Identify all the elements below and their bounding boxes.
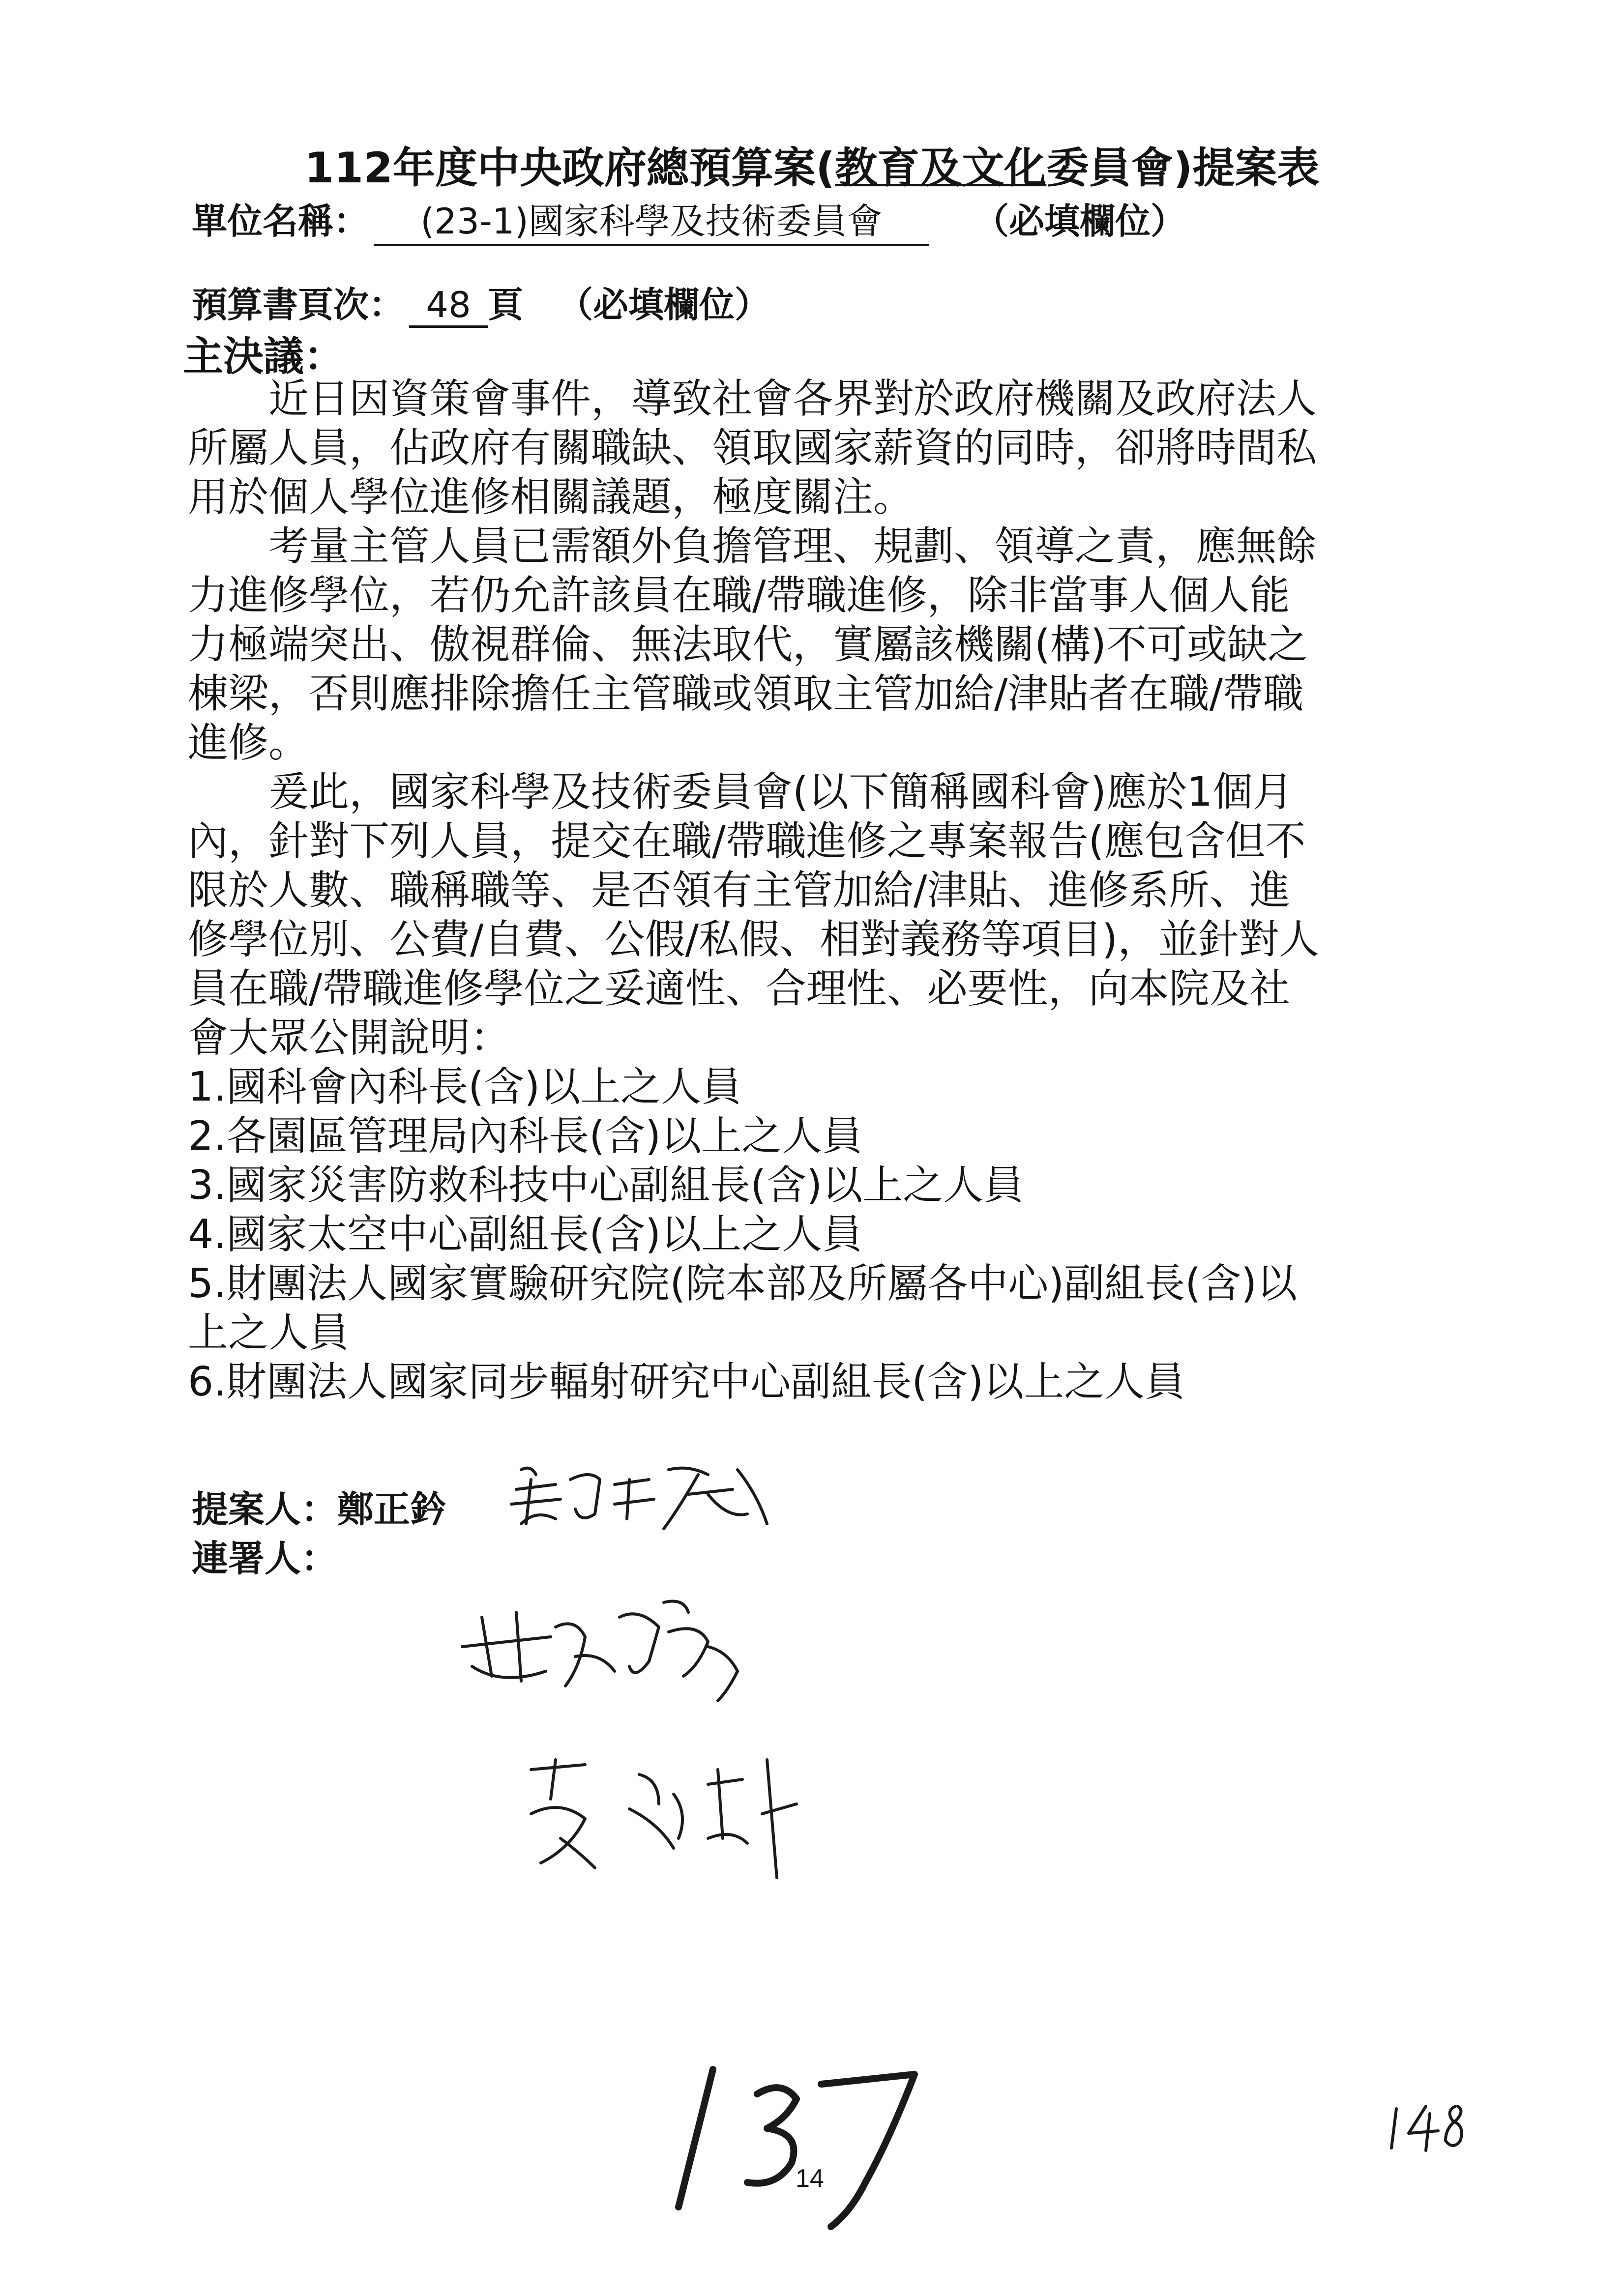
- unit-label: 單位名稱：: [192, 201, 369, 242]
- body-line: 爰此，國家科學及技術委員會(以下簡稱國科會)應於1個月: [188, 769, 1294, 815]
- body-line: 內，針對下列人員，提交在職/帶職進修之專案報告(應包含但不: [188, 818, 1306, 865]
- budget-page-suffix: 頁: [488, 284, 524, 325]
- cosigner-signature-1: [452, 1588, 806, 1725]
- proposer-name: 鄭正鈐: [337, 1488, 446, 1531]
- body-line: 近日因資策會事件，導致社會各界對於政府機關及政府法人: [188, 376, 1317, 422]
- required-note: （必填欄位）: [974, 201, 1186, 242]
- body-line: 限於人數、職稱職等、是否領有主管加給/津貼、進修系所、進: [188, 867, 1290, 914]
- title-part: 委員會)提案表: [1046, 144, 1320, 193]
- body-line: 修學位別、公費/自費、公假/私假、相對義務等項目)，並針對人: [188, 916, 1320, 963]
- unit-value: (23-1)國家科學及技術委員會: [374, 193, 929, 246]
- handwritten-page-number: [659, 2060, 964, 2237]
- document-title: [0, 134, 1624, 195]
- body-line: 所屬人員，佔政府有關職缺、領取國家薪資的同時，卻將時間私: [188, 425, 1317, 471]
- budget-page-label: 預算書頁次：: [192, 284, 405, 325]
- body-line: 用於個人學位進修相關議題，極度關注。: [188, 474, 914, 521]
- title-part: 112年度中央政府總預算案(: [304, 144, 835, 193]
- proposer-label: 提案人：: [192, 1488, 337, 1531]
- list-item: 1.國科會內科長(含)以上之人員: [188, 1064, 742, 1110]
- body-line: 員在職/帶職進修學位之妥適性、合理性、必要性，向本院及社: [188, 965, 1290, 1012]
- list-item: 6.財團法人國家同步輻射研究中心副組長(含)以上之人員: [188, 1359, 1185, 1405]
- list-item: 3.國家災害防救科技中心副組長(含)以上之人員: [188, 1162, 1024, 1209]
- resolution-body: [188, 375, 1319, 1407]
- printed-page-number: 14: [796, 2164, 824, 2193]
- body-line: 力進修學位，若仍允許該員在職/帶職進修，除非當事人個人能: [188, 572, 1290, 619]
- cosigner-label: 連署人：: [192, 1538, 337, 1580]
- list-item: 上之人員: [188, 1309, 350, 1356]
- budget-page-value: 48: [409, 284, 488, 328]
- required-note: （必填欄位）: [558, 284, 770, 325]
- resolution-heading: 主決議：: [183, 333, 345, 380]
- list-item: 4.國家太空中心副組長(含)以上之人員: [188, 1211, 863, 1258]
- cosigner-signature-2: [511, 1740, 865, 1897]
- body-line: 會大眾公開說明：: [188, 1015, 511, 1061]
- list-item: 5.財團法人國家實驗研究院(院本部及所屬各中心)副組長(含)以: [188, 1260, 1298, 1307]
- proposer-signature: [502, 1450, 806, 1558]
- title-committee: 教育及文化: [835, 144, 1047, 193]
- budget-page-row: [192, 276, 770, 328]
- body-line: 棟梁，否則應排除擔任主管職或領取主管加給/津貼者在職/帶職: [188, 670, 1304, 717]
- handwritten-corner-number: [1387, 2099, 1475, 2153]
- list-item: 2.各園區管理局內科長(含)以上之人員: [188, 1113, 863, 1160]
- body-line: 進修。: [188, 720, 309, 766]
- proposer-row: [192, 1481, 446, 1533]
- unit-row: [192, 193, 1186, 246]
- body-line: 考量主管人員已需額外負擔管理、規劃、領導之責，應無餘: [188, 523, 1317, 570]
- body-line: 力極端突出、傲視群倫、無法取代，實屬該機關(構)不可或缺之: [188, 621, 1308, 668]
